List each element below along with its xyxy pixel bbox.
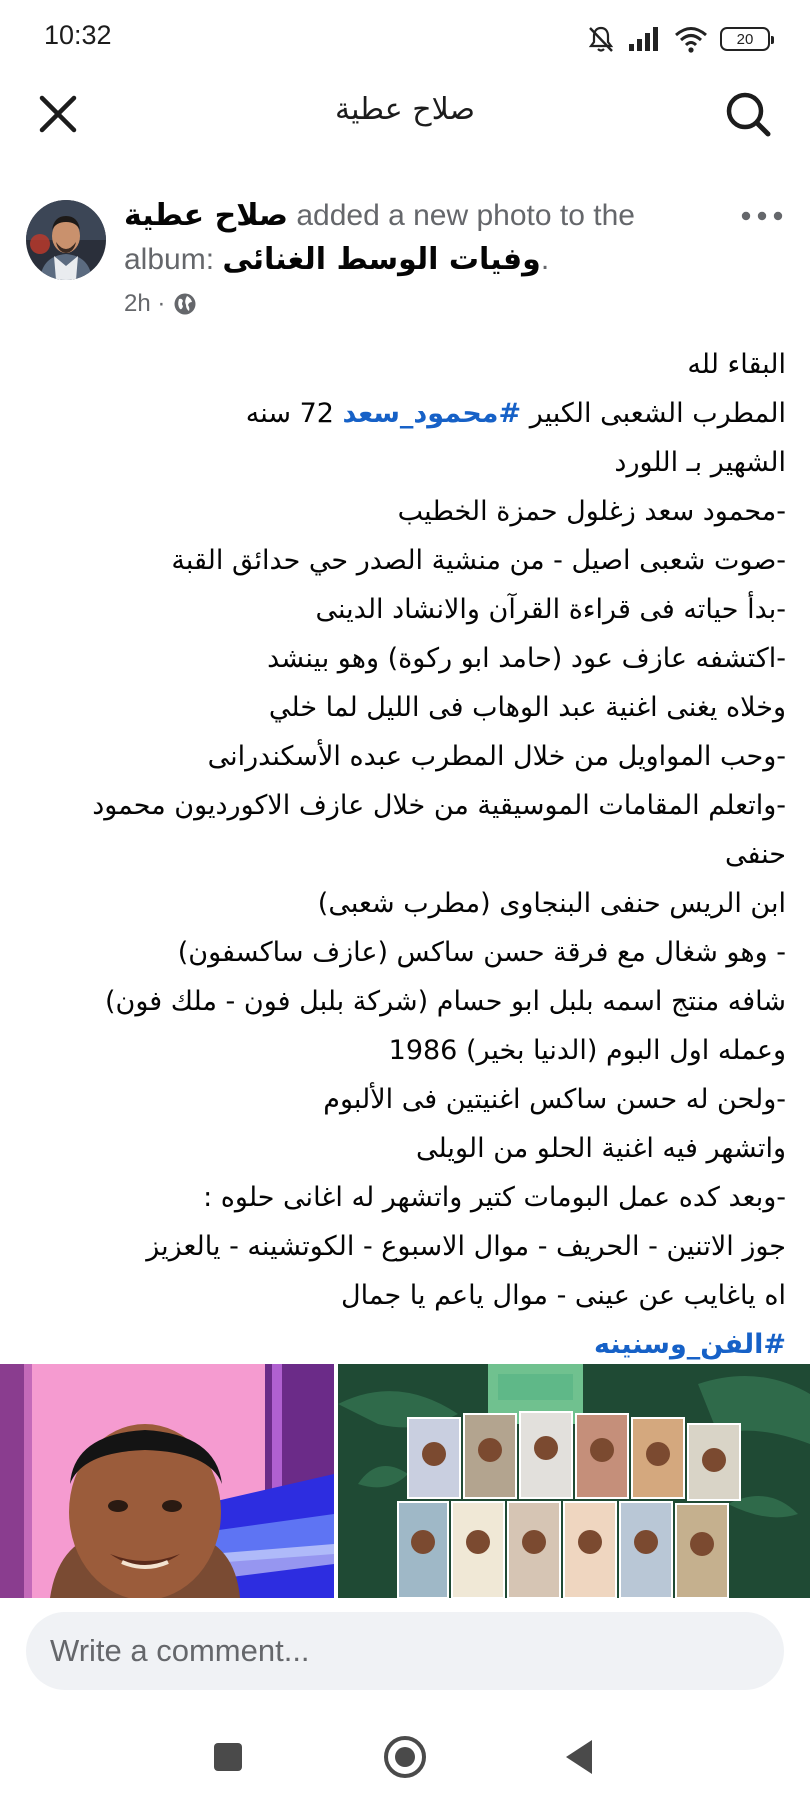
app-header [0, 78, 810, 154]
globe-icon [173, 292, 197, 316]
post-text-line [40, 928, 786, 977]
mute-icon [586, 24, 616, 54]
post-text-segment: واتشهر فيه اغنية الحلو من الويلى [415, 1133, 786, 1164]
post-text-segment: البقاء لله [687, 349, 786, 380]
post-text-segment: -وبعد كده عمل البومات كتير واتشهر له اغانى حلوه : [203, 1182, 786, 1213]
post-text-line [40, 1075, 786, 1124]
post-text-segment: -وحب المواويل من خلال المطرب عبده الأسكندرانى [207, 741, 786, 772]
post-text-segment: شافه منتج اسمه بلبل ابو حسام (شركة بلبل فون - ملك فون) [105, 986, 786, 1017]
post-text-segment: جوز الاتنين - الحريف - موال الاسبوع - الكوتشينه - يالعزيز [146, 1231, 786, 1262]
post-text-line [40, 1124, 786, 1173]
hashtag-link[interactable]: #الفن_وسنينه [593, 1329, 786, 1360]
post-text-line [40, 1222, 786, 1271]
post-text-line [40, 585, 786, 634]
post-time[interactable] [124, 290, 197, 318]
post-text-segment: - وهو شغال مع فرقة حسن ساكس (عازف ساكسفون) [177, 937, 786, 968]
battery-icon [720, 27, 770, 51]
post-text-segment: -واتعلم المقامات الموسيقية من خلال عازف الاكورديون محمود [92, 790, 786, 821]
comment-input[interactable]: Write a comment... [26, 1612, 784, 1690]
post-text-segment: 72 سنه [245, 398, 343, 429]
post-text-line [40, 732, 786, 781]
photo-album-cassettes[interactable] [338, 1364, 810, 1598]
post-text-segment: وخلاه يغنى اغنية عبد الوهاب فى الليل لما خلي [268, 692, 786, 723]
page-title: صلاح عطية [335, 92, 475, 127]
post-text-line [40, 683, 786, 732]
home-icon[interactable] [380, 1732, 430, 1782]
system-nav-bar [0, 1710, 810, 1800]
post-text-segment: -بدأ حياته فى قراءة القرآن والانشاد الدينى [315, 594, 786, 625]
post-text-segment: -صوت شعبى اصيل - من منشية الصدر حي حدائق القبة [171, 545, 786, 576]
post-text-segment: -محمود سعد زغلول حمزة الخطيب [397, 496, 786, 527]
photo-singer-portrait[interactable] [0, 1364, 334, 1598]
post-text-line [40, 1271, 786, 1320]
back-icon[interactable] [556, 1732, 606, 1782]
search-icon[interactable] [722, 88, 774, 140]
post-text-segment: اه ياغايب عن عينى - موال ياعم يا جمال [341, 1280, 786, 1311]
wifi-icon [674, 25, 708, 53]
battery-level: 20 [736, 30, 754, 48]
post-text-line [40, 634, 786, 683]
post-text-segment: -اكتشفه عازف عود (حامد ابو ركوة) وهو بينشد [267, 643, 786, 674]
post-action-text: added a new photo to the album: [124, 199, 635, 276]
more-options-icon[interactable] [736, 198, 788, 234]
post-text-line [40, 1173, 786, 1222]
album-suffix: . [540, 243, 550, 276]
post-text-segment: وعمله اول البوم (الدنيا بخير) 1986 [388, 1035, 786, 1066]
post-time-label: 2h · [124, 290, 166, 317]
author-avatar[interactable] [26, 200, 106, 280]
post-text-segment: ابن الريس حنفى البنجاوى (مطرب شعبى) [317, 888, 786, 919]
post-text-segment: الشهير بـ اللورد [614, 447, 786, 478]
post-text-segment: المطرب الشعبى الكبير [521, 398, 786, 429]
post-text-line [40, 1026, 786, 1075]
status-icons [586, 22, 770, 56]
album-name[interactable]: وفيات الوسط الغنائى [222, 242, 541, 277]
post-text-segment: -ولحن له حسن ساكس اغنيتين فى الألبوم [323, 1084, 786, 1115]
post-text-line [40, 1320, 786, 1369]
post-photos [0, 1364, 810, 1598]
author-name[interactable]: صلاح عطية [124, 198, 288, 233]
post-text-segment: حنفى [724, 839, 786, 870]
post-text-line [40, 879, 786, 928]
post-text-line [40, 389, 786, 438]
post-text-line [40, 487, 786, 536]
post-text-line [40, 340, 786, 389]
status-time: 10:32 [44, 20, 112, 50]
post-body [40, 340, 786, 1369]
status-bar [0, 0, 810, 78]
post-text-line [40, 536, 786, 585]
post-text-line [40, 438, 786, 487]
hashtag-link[interactable]: #محمود_سعد [342, 398, 522, 429]
post-text-line [40, 830, 786, 879]
signal-icon [628, 26, 662, 52]
recent-apps-icon[interactable] [203, 1732, 253, 1782]
post-meta [124, 194, 684, 282]
post-text-line [40, 781, 786, 830]
post-text-line [40, 977, 786, 1026]
